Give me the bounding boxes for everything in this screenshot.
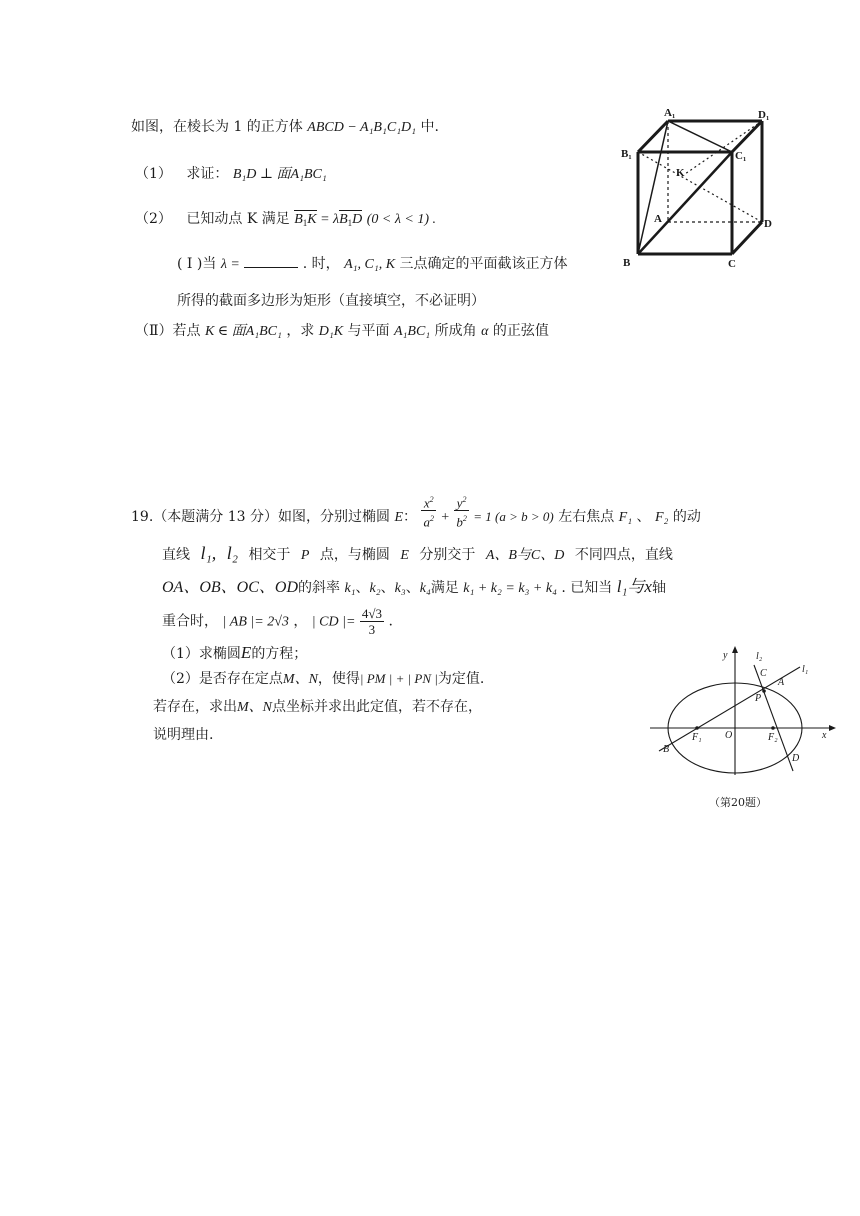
q18-part2-ii-math3: A₁BC₁ [394,324,431,339]
label-d: D [764,218,772,230]
q19-sep: 、 [636,508,651,525]
q19-part2-mid: ，使得 [317,671,360,687]
line-l2 [754,665,793,771]
q18-part2-ii-prefix: （Ⅱ）若点 [135,323,201,339]
q19-part1-end: 的方程； [251,646,308,662]
y-arrow-icon [732,646,738,653]
line-d1k [685,121,762,174]
q18-points: A₁, C₁, K [344,257,396,272]
frac-cd-den: 3 [368,622,376,637]
q19-f2: F₂ [654,509,669,525]
q19-k3: k₃ [394,581,406,596]
q19-part1 [162,643,307,663]
q19-ab-length: | AB |= 2√3 [222,614,289,630]
q18-part2-i-rest: 三点确定的平面截该正方体 [399,256,568,272]
q19-slope-equation: k₁ + k₂ = k₃ + k₄ [463,581,557,596]
label-a1: A₁ [664,107,676,119]
figure-caption: （第20题） [709,796,767,809]
q18-part2-i [177,253,568,273]
q19-f1: F₁ [618,509,633,525]
q19-line4-a: 重合时， [162,613,218,630]
q18-intro-line [131,116,439,136]
q18-part2-label: （2） [135,211,172,227]
edge-a1b1 [638,121,668,152]
q19-number: 19. [131,508,154,525]
q19-lines-oa-od: OA、OB、OC、OD [162,579,298,596]
q18-intro-text: 如图，在棱长为 1 的正方体 [131,119,303,135]
fig-label-l2: l₂ [756,651,763,662]
q19-part1-text: （1）求椭圆 [162,646,241,662]
q18-part2-ii-mid2: 与平面 [347,323,390,339]
q19-part2 [162,668,484,688]
q19-line2-b: 相交于 [248,547,291,563]
edge-d1c1 [732,121,762,152]
label-b1: B₁ [621,148,632,160]
q19-l1-x: l₁与x [616,577,652,596]
q19-lines-l1l2: l₁, l₂ [200,543,238,563]
q18-part2-ii [135,320,549,340]
q19-moving: 的动 [672,508,701,525]
q19-k4: k₄ [419,581,431,596]
q19-line2-end: 不同四点，直线 [574,547,673,563]
q18-part1-text: 求证： [186,166,229,182]
fig-label-c: C [760,668,767,679]
cube-figure [615,104,780,274]
q19-line3: OA、OB、OC、OD的斜率 k₁、k₂、k₃、k₄满足 k₁ + k₂ = k₃ + k₄ . 已知当 l₁与x轴 [162,577,666,596]
q18-part2-i-line2: 所得的截面多边形为矩形（直接填空，不必证明） [177,293,485,309]
q19-head-end: 左右焦点 [558,508,615,525]
fig-label-o: O [725,730,733,741]
q18-lambda: λ = [220,257,240,272]
fig-label-x: x [822,730,827,741]
q19-line2-d: 分别交于 [419,547,476,563]
fig-label-b: B [663,744,670,755]
q19-part2-mn: M、N [282,672,318,687]
q19-line4 [162,606,393,637]
q19-k2: k₂ [369,581,381,596]
q18-part1-label: （1） [135,166,172,182]
q19-part1-e: E [240,643,252,662]
fig-label-f2: F₂ [768,732,778,743]
q19-k1: k₁ [344,581,356,596]
q19-condition: = 1 (a > b > 0) [473,508,554,524]
edge-dc [732,222,762,254]
q19-part2-line2-mn: M、N [237,700,272,715]
q18-cube-name: ABCD − A₁B₁C₁D₁ [307,120,417,135]
frac-cd-num: 4√3 [361,606,382,621]
q19-four-points: A、B与C、D [485,548,565,563]
q19-line2-e: E [400,548,409,563]
q18-part2-ii-mid: ，求 [286,323,315,339]
fig-label-y: y [723,650,728,661]
q18-intro-end: 中. [420,119,439,135]
q19-colon: ： [403,508,417,525]
q18-part2-i-after: . 时， [302,256,340,272]
q18-part2-math-end: (0 < λ < 1) . [366,212,437,227]
q19-part2-line3: 说明理由. [153,727,214,743]
q18-part2-ii-tail: 的正弦值 [492,323,549,339]
q19-line3-b: 满足 [430,580,459,596]
fig-label-d: D [792,753,800,764]
label-c1: C₁ [735,150,747,162]
q18-part2-ii-end: 所成角 [434,323,477,339]
q19-line4-comma: ， [293,613,308,630]
q19-ellipse-e: E [394,509,403,525]
answer-blank[interactable] [244,253,298,268]
line-a1c1 [668,121,732,152]
point-p-dot [762,689,766,693]
fig-label-p: P [755,693,762,704]
q19-point-p: P [300,548,310,563]
q19-head-text: （本题满分 13 分）如图，分别过椭圆 [153,508,390,525]
label-k: K [676,167,685,179]
q19-part2-line2 [153,696,482,716]
q18-part2 [135,208,436,228]
q19-line3-a: 的斜率 [298,580,340,596]
q18-part2-ii-math2: D₁K [318,324,344,339]
q19-part2-end: 为定值. [437,671,485,687]
frac-cd [360,606,384,637]
q18-alpha: α [481,324,489,339]
q19-line3-c: . 已知当 [561,580,613,596]
q18-part1-math: B₁D ⊥ 面A₁BC₁ [232,167,327,182]
q19-line2 [162,543,673,564]
frac-x2-a2: $\frac{x^2}{a^2}$ [421,492,436,530]
focus-f1-dot [695,726,699,730]
q19-part2-line2-text: 若存在，求出 [153,699,237,715]
frac-y2-b2: $\frac{y^2}{b^2}$ [454,492,469,530]
q18-vector-b1k: $B_1K = \lambda B_1D$ [294,212,363,228]
q19-part2-text: （2）是否存在定点 [162,671,283,687]
fig-label-a: A [778,677,785,688]
line-a1b [638,121,668,254]
line-bc1 [638,152,732,254]
q19-head: 19.（本题满分 13 分）如图，分别过椭圆 E： $\frac{x^2}{a^2}$ + $\frac{y^2}{b^2}$ = 1 (a > b > 0) 左右焦点 F₁ 、 F₂ 的动 [131,504,701,530]
q19-line2-c: 点，与椭圆 [319,547,390,563]
q19-cd-length: | CD |= [311,614,356,630]
label-a: A [654,213,662,225]
q18-part2-i-prefix: ( I )当 [177,256,217,272]
q18-part2-text: 已知动点 K 满足 [186,211,290,227]
q19-line2-a: 直线 [162,547,190,563]
q19-part2-expr: | PM | + | PN | [359,671,438,686]
line-b1d [638,152,762,222]
label-b: B [623,257,631,269]
q18-part1 [135,163,327,183]
fig-label-f1: F₁ [692,732,702,743]
label-c: C [728,258,736,270]
q19-part2-line2-end: 点坐标并求出此定值，若不存在， [272,699,482,715]
x-arrow-icon [829,725,836,731]
focus-f2-dot [771,726,775,730]
ellipse-figure [645,645,845,810]
q19-line4-end: . [388,613,393,630]
q18-part2-ii-math1: K ∈ 面A₁BC₁ [204,324,282,339]
fig-label-l1: l₁ [802,664,809,675]
label-d1: D₁ [758,109,770,121]
q19-line3-d: 轴 [651,580,666,596]
